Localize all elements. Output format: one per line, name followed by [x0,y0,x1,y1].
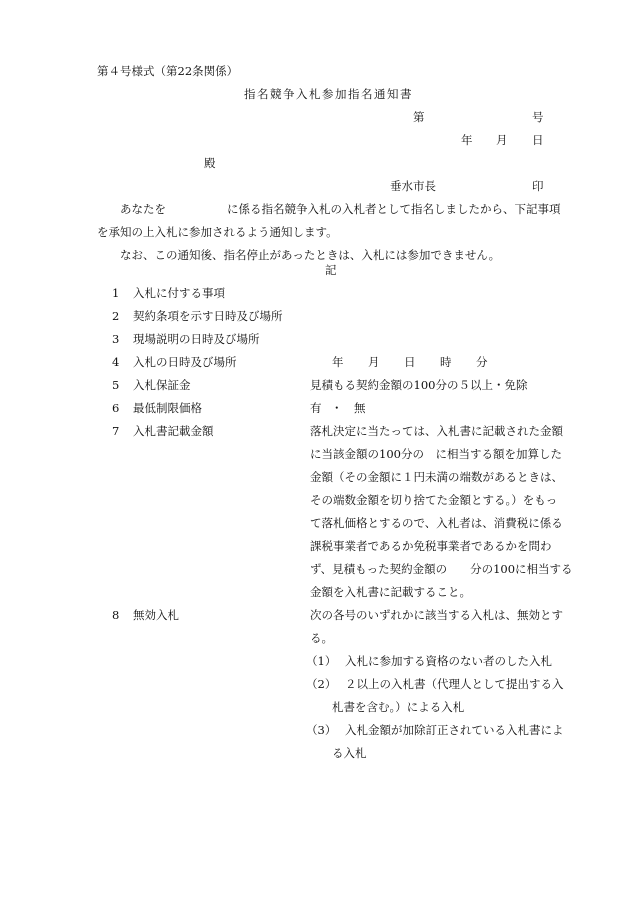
date-month: 月 [496,133,508,147]
item-6-no: 6 [112,401,120,415]
item-8-sub-1-no: （1） [306,654,337,668]
body-p1-a: あなたを [120,202,166,216]
item-7-line-4: その端数金額を切り捨てた金額とする。）をもっ [310,493,558,507]
item-5-label: 入札保証金 [133,378,191,392]
item-6-dot: ・ [331,401,343,415]
page-title: 指名競争入札参加指名通知書 [244,87,413,101]
body-p1-b: に係る指名競争入札の入札者として指名しましたから、下記事項 [227,202,561,216]
form-label: 第４号様式（第22条関係） [97,64,239,78]
item-3-label: 現場説明の日時及び場所 [133,332,260,346]
addressee-suffix: 殿 [204,156,216,170]
number-go: 号 [532,110,544,124]
body-p2: なお、この通知後、指名停止があったときは、入札には参加できません。 [120,248,501,262]
item-8-no: 8 [112,608,120,622]
item-7-line-3: 金額（その金額に１円未満の端数があるときは、 [310,470,563,484]
item-4-month: 月 [368,355,380,369]
item-6-label: 最低制限価格 [133,401,202,415]
item-8-sub-3-cont: る入札 [332,746,367,760]
item-1-no: 1 [112,286,120,300]
date-year: 年 [461,133,473,147]
item-7-line-7: ず、見積もった契約金額の 分の100に相当する [310,562,573,576]
item-8-line-1: 次の各号のいずれかに該当する入札は、無効とす [310,608,563,622]
item-5-no: 5 [112,378,120,392]
item-7-label: 入札書記載金額 [133,424,214,438]
item-8-sub-2-cont: 札書を含む。）による入札 [332,700,465,714]
item-8-label: 無効入札 [133,608,179,622]
item-6-no-value: 無 [354,401,366,415]
item-4-minute: 分 [476,355,488,369]
item-4-label: 入札の日時及び場所 [133,355,237,369]
item-6-yes: 有 [310,401,322,415]
item-5-value: 見積もる契約金額の100分の５以上・免除 [310,378,528,392]
item-4-no: 4 [112,355,120,369]
date-day: 日 [532,133,544,147]
item-4-year: 年 [332,355,344,369]
item-4-day: 日 [404,355,416,369]
item-8-sub-3-no: （3） [306,723,337,737]
sender-seal: 印 [532,179,544,193]
item-7-line-8: 金額を入札書に記載すること。 [310,585,471,599]
item-7-line-1: 落札決定に当たっては、入札書に記載された金額 [310,424,563,438]
item-8-sub-1-text: 入札に参加する資格のない者のした入札 [345,654,552,668]
item-7-line-5: て落札価格とするので、入札者は、消費税に係る [310,516,563,530]
sender-name: 垂水市長 [390,179,436,193]
item-7-no: 7 [112,424,120,438]
item-8-sub-2-text: ２以上の入札書（代理人として提出する入 [345,677,564,691]
item-3-no: 3 [112,332,120,346]
item-8-sub-2-no: （2） [306,677,337,691]
item-8-sub-3-text: 入札金額が加除訂正されている入札書によ [345,723,564,737]
item-4-hour: 時 [440,355,452,369]
item-2-no: 2 [112,309,120,323]
body-p1-c: を承知の上入札に参加されるよう通知します。 [97,225,338,239]
item-7-line-2: に当該金額の100分の に相当する額を加算した [310,447,562,461]
item-2-label: 契約条項を示す日時及び場所 [133,309,283,323]
item-1-label: 入札に付する事項 [133,286,225,300]
item-7-line-6: 課税事業者であるか免税事業者であるかを問わ [310,539,552,553]
number-dai: 第 [413,110,425,124]
item-8-line-2: る。 [310,631,333,645]
ki-heading: 記 [325,263,337,277]
